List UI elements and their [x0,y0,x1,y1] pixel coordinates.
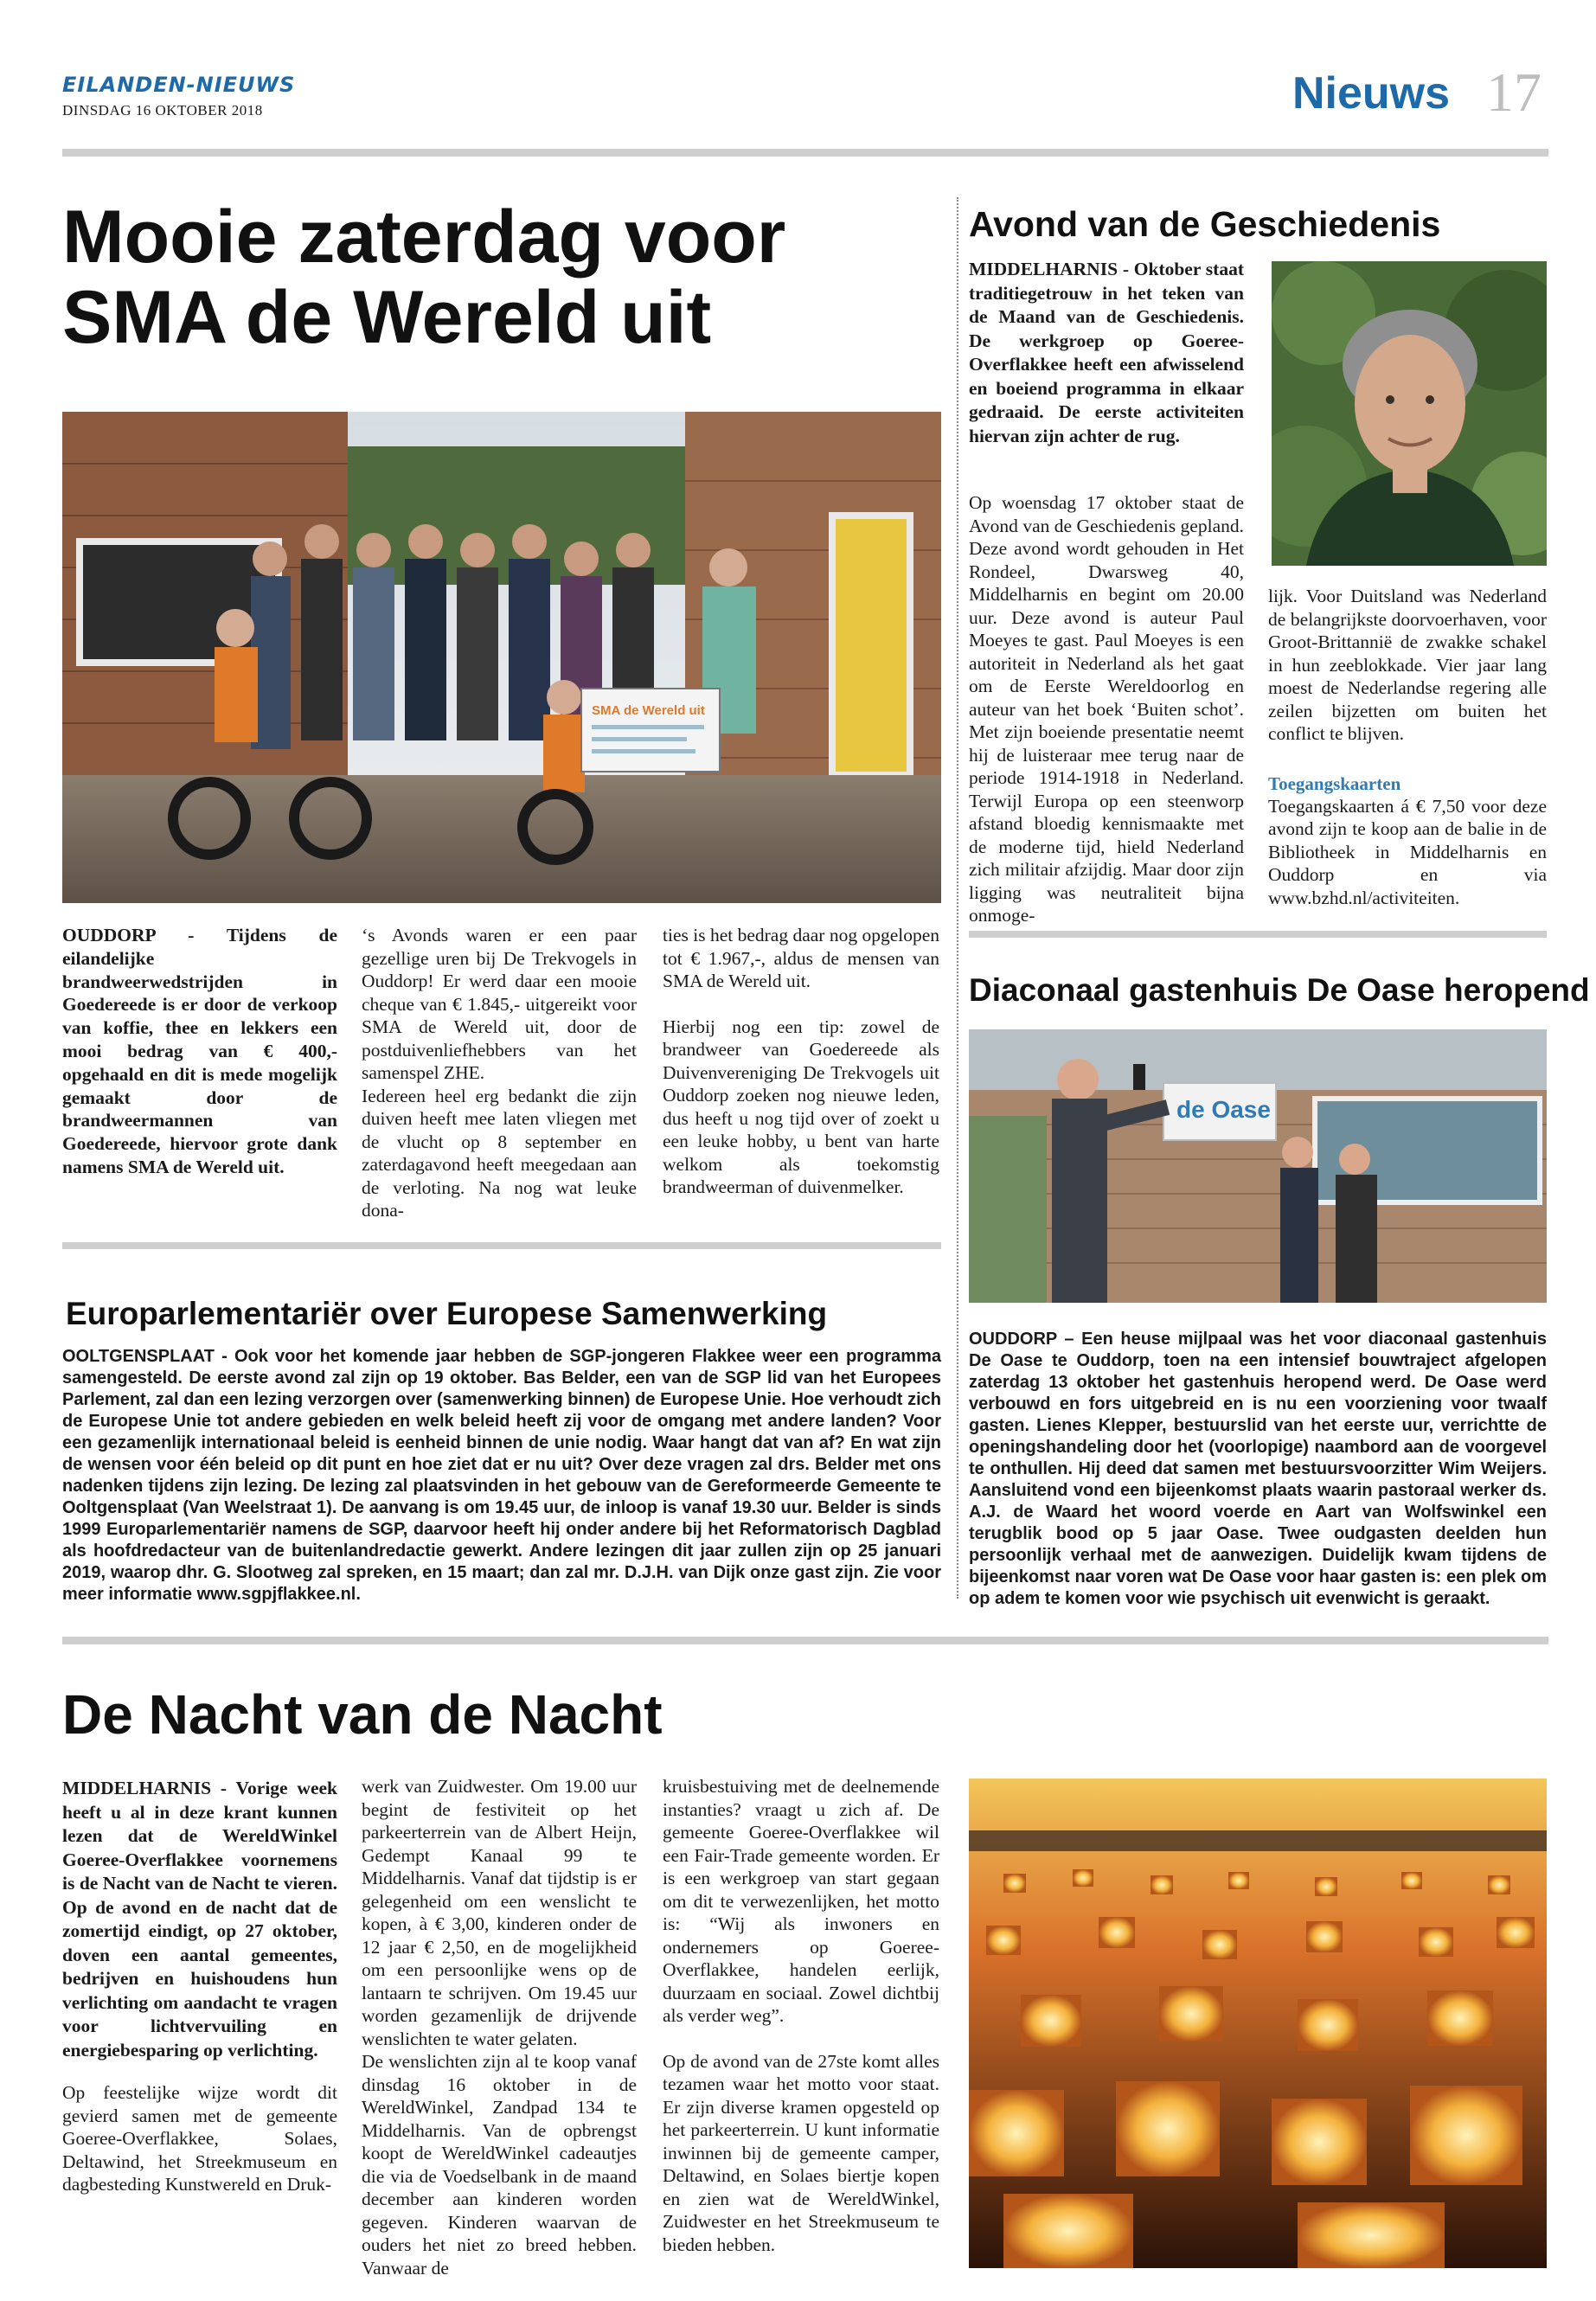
geschiedenis-col2-body: lijk. Voor Duitsland was Nederland de belangrijkste doorvoerhaven, voor Groot-Brittannië de zwakke schakel in hun zeeblokkade. Vier jaar lang moest de Nederlandse regering alle zeilen bijzetten om buiten het conflict te blijven. [1268,586,1547,744]
page-number: 17 [1486,61,1542,123]
sma-col2 [362,924,637,1222]
nacht-col2 [362,1775,637,2279]
sma-headline: Mooie zaterdag voor SMA de Wereld uit [62,195,786,359]
nacht-photo-lanterns [969,1779,1547,2268]
nacht-headline: De Nacht van de Nacht [62,1683,663,1746]
sma-col3-p1: ties is het bedrag daar nog opgelopen tot € 1.967,-, aldus de mensen van SMA de Wereld uit. [663,925,940,991]
sma-photo [62,412,941,903]
sma-col2-p1: ‘s Avonds waren er een paar gezellige uren bij De Trekvogels in Ouddorp! Er werd daar een mooie cheque van € 1.845,- uitgereikt voor SMA de Wereld uit, door de postduivenliefhebbers van het samenspel ZHE. [362,925,637,1083]
geschiedenis-headline: Avond van de Geschiedenis [969,204,1441,244]
tickets-subhead: Toegangskaarten [1268,772,1401,794]
oase-headline: Diaconaal gastenhuis De Oase heropend [969,972,1590,1008]
newspaper-logo: EILANDEN-NIEUWS [62,73,296,97]
sma-col3-p2: Hierbij nog een tip: zowel de brandweer van Goedereede als Duivenvereniging De Trekvogels uit Ouddorp zoeken nog nieuwe leden, dus heeft u nog tijd over of zoekt u een leuke hobby, u bent van harte welkom als toekomstig brandweerman of duivenmelker. [663,1016,939,1197]
nacht-col2-p1: werk van Zuidwester. Om 19.00 uur begint de festiviteit op het parkeerterrein van de Albert Heijn, Gedempt Kanaal 99 te Middelharnis. Vanaf dat tijdstip is er gelegenheid om een wenslicht te kopen, à € 3,00, kinderen onder de 12 jaar € 2,50, en de mogelijkheid om een persoonlijke wens op de lantaarn te schrijven. Om 19.45 uur worden gezamenlijk de drijvende wenslichten te water gelaten. [362,1776,637,2049]
geschiedenis-col1: Op woensdag 17 oktober staat de Avond van de Geschiedenis gepland. Deze avond wordt gehouden in Het Rondeel, Dwarsweg 40, Middelharnis en begint om 20.00 uur. Deze avond is auteur Paul Moeyes te gast. Paul Moeyes is een autoriteit in Nederland als het gaat om de Eerste Wereldoorlog en auteur van het boek ‘Buiten schot’. Met zijn boeiende presentatie neemt hij de luisteraar mee terug naar de periode 1914-1918 in Nederland. Terwijl Europa op een steenworp afstand bloedig kennismaakte met de moderne tijd, hield Nederland zich militair afzijdig. Maar door zijn ligging was neutraliteit bijna onmoge- [969,492,1244,926]
masthead-rule [62,149,1548,157]
geschiedenis-lead: MIDDELHARNIS - Oktober staat traditiegetrouw in het teken van de Maand van de Geschiedenis. De werkgroep op Goeree-Overflakkee heeft een afwisselend en boeiend programma in elkaar gedraaid. De eerste activiteiten hiervan zijn achter de rug. [969,259,1244,446]
europa-body: OOLTGENSPLAAT - Ook voor het komende jaar hebben de SGP-jongeren Flakkee weer een programma samengesteld. De eerste avond zal zijn op 19 oktober. Bas Belder, een van de SGP lid van het Europees Parlement, zal dan een lezing verzorgen over (samenwerking binnen) de Europese Unie. Hoe verhoudt zich de Europese Unie tot andere gebieden en welk beleid heeft zij voor de omgang met andere landen? Voor een gezamenlijk internationaal beleid is eenheid binnen de unie nodig. Waar hangt dat van af? En wat zijn de wensen voor één beleid op dit punt en hoe ziet dat er nu uit? Over deze vragen zal drs. Belder met ons nadenken tijdens zijn lezing. De lezing zal plaatsvinden in het gebouw van de Gereformeerde Gemeente te Ooltgensplaat (Van Weelstraat 1). De aanvang is om 19.45 uur, de inloop is vanaf 19.30 uur. Belder is sinds 1999 Europarlementariër namens de SGP, daarvoor heeft hij onder andere bij het Reformatorisch Dagblad als hoofdredacteur van de buitenlandredactie gewerkt. Andere lezingen dit jaar zullen zijn op 25 januari 2019, waarop dhr. G. Slootweg zal spreken, en 15 maart; dan zal mr. D.J.H. van Dijk onze gast zijn. Zie voor meer informatie www.sgpjflakkee.nl. [62,1347,941,1604]
nacht-col1 [62,1777,337,2196]
nacht-col3-p1: kruisbestuiving met de deelnemende instanties? vraagt u zich af. De gemeente Goeree-Overflakkee wil een Fair-Trade gemeente worden. Er is een werkgroep van start gegaan om dit te verwezenlijken, het motto is: “Wij als inwoners en ondernemers op Goeree-Overflakkee, handelen eerlijk, duurzaam en sociaal. Zowel dichtbij als verder weg”. [663,1776,939,2026]
sma-col1-lead: OUDDORP - Tijdens de eilandelijke brandweerwedstrijden in Goedereede is er door de verkoop van koffie, thee en lekkers een mooi bedrag van € 400,- opgehaald en dit is mede mogelijk gemaakt door de brandweermannen van Goedereede, hiervoor grote dank namens SMA de Wereld uit. [62,925,337,1177]
geschiedenis-bottom-rule [969,931,1547,938]
section-title: Nieuws [1292,68,1451,119]
geschiedenis-portrait [1272,261,1547,566]
nacht-col3-p2: Op de avond van de 27ste komt alles tezamen waar het motto voor staat. Er zijn diverse kramen opgesteld op het parkeerterrein. U kunt informatie inwinnen bij de gemeente camper, Deltawind, en Solaes biertje kopen en zien wat de WereldWinkel, Zuidwester en het Streekmuseum te bieden hebben. [663,2050,939,2255]
oase-sign-text: de Oase [1176,1096,1271,1123]
oase-photo [969,1029,1547,1303]
middle-page-rule [62,1637,1548,1644]
sma-bottom-rule [62,1242,941,1249]
sma-col3 [663,924,939,1221]
oase-body: OUDDORP – Een heuse mijlpaal was het voor diaconaal gastenhuis De Oase te Ouddorp, toen na een intensief bouwtraject afgelopen zaterdag 13 oktober het gastenhuis heropend werd. De Oase werd verbouwd en fors uitgebreid en is nu een voorziening voor twaalf gasten. Lienes Klepper, bestuurslid van het eerste uur, verrichtte de openingshandeling door het (voorlopige) naambord aan de voorgevel te onthullen. Hij deed dat samen met bestuursvoorzitter Wim Weijers. Aansluitend vond een bijeenkomst plaats waarin pastoraal werker ds. A.J. de Waard het woord voerde en Aart van Wolfswinkel een terugblik bood op 5 jaar Oase. Twee oudgasten deelden hun persoonlijk verhaal met de aanwezigen. Duidelijk kwam tijdens de bijeenkomst naar voren wat De Oase voor haar gasten is: een plek om op adem te komen voor wie psychisch uit evenwicht is geraakt. [969,1330,1547,1608]
nacht-col3 [663,1775,939,2279]
nacht-col1-body: Op feestelijke wijze wordt dit gevierd samen met de gemeente Goeree-Overflakkee, Solaes, Deltawind, het Streekmuseum en dagbesteding Kunstwereld en Druk- [62,2082,337,2195]
nacht-col2-p2: De wenslichten zijn al te koop vanaf dinsdag 16 oktober in de WereldWinkel, Zandpad 134 te Middelharnis. Van de opbrengst koopt de WereldWinkel cadeautjes die via de Voedselbank in de maand december aan kinderen worden gegeven. Kinderen waarvan de ouders het niet zo breed hebben. Vanwaar de [362,2051,637,2279]
right-column-divider [957,197,958,1599]
tickets-body: Toegangskaarten á € 7,50 voor deze avond zijn te koop aan de balie in de Bibliotheek in Middelharnis en Ouddorp en via www.bzhd.nl/activiteiten. [1268,795,1547,908]
geschiedenis-col2 [1268,585,1547,909]
sma-col2-p2: Iedereen heel erg bedankt die zijn duiven heeft mee laten vliegen met de vlucht op 8 september en zaterdagavond heeft meegedaan aan de verloting. Na nog wat leuke dona- [362,1085,637,1221]
nacht-col1-lead: MIDDELHARNIS - Vorige week heeft u al in deze krant kunnen lezen dat de WereldWinkel Goeree-Overflakkee voornemens is de Nacht van de Nacht te vieren. Op de avond en de nacht dat de zomertijd eindigt, op 27 oktober, doven een aantal gemeentes, bedrijven en huishoudens hun verlichting om aandacht te vragen voor lichtvervuiling en energiebesparing op verlichting. [62,1778,337,2061]
cheque-text: SMA de Wereld uit [592,703,705,718]
issue-date: DINSDAG 16 OKTOBER 2018 [62,102,263,119]
europa-headline: Europarlementariër over Europese Samenwerking [66,1296,828,1331]
